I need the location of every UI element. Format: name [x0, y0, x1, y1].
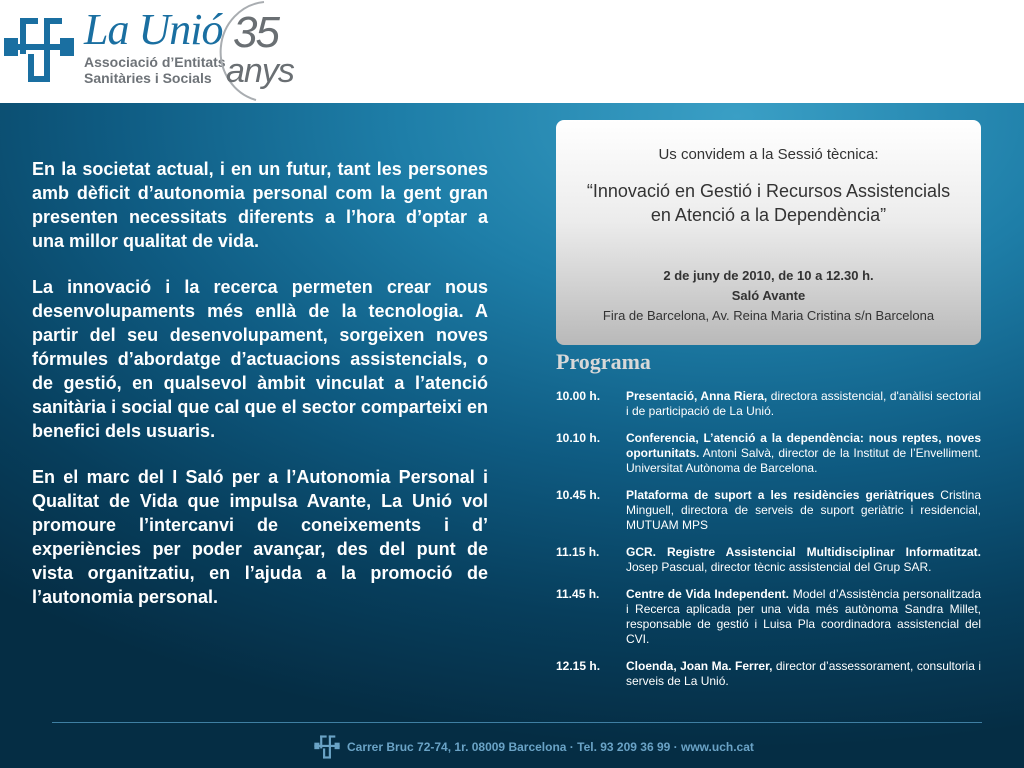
- footer-contact: Carrer Bruc 72-74, 1r. 08009 Barcelona · Tel. 93 209 36 99 · www.uch.cat: [347, 740, 754, 754]
- logo-subtitle: [84, 54, 226, 86]
- logo-subtitle-line2: Sanitàries i Socials: [84, 70, 212, 86]
- agenda-title: Conferencia, L’atenció a la dependència: nous reptes, noves oportunitats.: [626, 431, 981, 460]
- agenda-item: [556, 431, 981, 476]
- header: [0, 0, 1024, 103]
- agenda-description: [626, 545, 981, 575]
- logo-subtitle-line1: Associació d’Entitats: [84, 54, 226, 70]
- session-address: Fira de Barcelona, Av. Reina Maria Cristina s/n Barcelona: [602, 308, 935, 323]
- agenda-time: 11.15 h.: [556, 545, 600, 559]
- anniversary-number: 35: [233, 8, 278, 57]
- agenda-item: [556, 545, 981, 575]
- agenda-time: 12.15 h.: [556, 659, 601, 673]
- footer-divider: [52, 722, 982, 723]
- agenda-title: Plataforma de suport a les residències geriàtriques: [626, 488, 935, 502]
- agenda-description: [626, 389, 981, 419]
- agenda-description: [626, 659, 981, 689]
- invitation-intro: Us convidem a la Sessió tècnica:: [658, 146, 879, 163]
- agenda-item: [556, 659, 981, 689]
- agenda-detail: Josep Pascual, director tècnic assistencial del Grup SAR.: [626, 560, 932, 574]
- agenda-title: Centre de Vida Independent.: [626, 587, 790, 601]
- agenda-description: [626, 587, 981, 647]
- agenda-title: Cloenda, Joan Ma. Ferrer,: [626, 659, 773, 673]
- logo-name: La Unió: [84, 5, 223, 54]
- agenda-list: [556, 389, 981, 701]
- agenda-time: 10.00 h.: [556, 389, 601, 403]
- agenda-detail: Model d’Assistència personalitzada i Recerca aplicada per una vida més autònoma Sandra Millet, responsable de gestió i Luisa Pla coordinadora assistencial del CVI.: [626, 587, 981, 646]
- invitation-box: [556, 120, 981, 345]
- agenda-description: [626, 431, 981, 476]
- agenda-description: [626, 488, 981, 533]
- session-date: 2 de juny de 2010, de 10 a 12.30 h.: [663, 268, 874, 283]
- session-venue: Saló Avante: [731, 288, 806, 303]
- agenda-time: 10.10 h.: [556, 431, 601, 445]
- session-title: “Innovació en Gestió i Recursos Assistencials en Atenció a la Dependència”: [586, 181, 951, 225]
- programa-heading: Programa: [556, 349, 651, 374]
- agenda-time: 11.45 h.: [556, 587, 600, 601]
- agenda-detail: Antoni Salvà, director de la Institut de l’Envelliment. Universitat Autònoma de Barcelona.: [626, 446, 981, 475]
- agenda-detail: Cristina Minguell, directora de serveis de suport geriàtric i residencial, MUTUAM MPS: [626, 488, 981, 532]
- intro-paragraph: En la societat actual, i en un futur, tant les persones amb dèficit d’autonomia personal com la gent gran presenten necessitats diferents a l’hora d’optar a una millor qualitat de vida.: [32, 159, 488, 251]
- agenda-detail: director d’assessorament, consultoria i serveis de La Unió.: [626, 659, 982, 688]
- agenda-title: GCR. Registre Assistencial Multidisciplinar Informatitzat.: [626, 545, 981, 559]
- anniversary-word: anys: [226, 52, 294, 90]
- intro-text: [32, 157, 488, 631]
- agenda-title: Presentació, Anna Riera,: [626, 389, 768, 403]
- agenda-item: [556, 587, 981, 647]
- intro-paragraph: En el marc del I Saló per a l’Autonomia Personal i Qualitat de Vida que impulsa Avante, La Unió vol promoure l’intercanvi de coneixements i d’ experiències per poder avançar, des del punt de vista organitzatiu, en l’ajuda a la promoció de l’autonomia personal.: [32, 467, 488, 607]
- intro-paragraph: La innovació i la recerca permeten crear nous desenvolupaments més enllà de la tecnologia. A partir del seu desenvolupament, sorgeixen noves fórmules d’abordatge d’actuacions assistencials, o de gestió, en qualsevol àmbit vinculat a l’atenció sanitària i social que cal que el sector comparteixi en benefici dels usuaris.: [32, 277, 488, 441]
- agenda-item: [556, 389, 981, 419]
- agenda-item: [556, 488, 981, 533]
- agenda-detail: directora assistencial, d'anàlisi sectorial i de participació de La Unió.: [626, 389, 981, 418]
- footer-logo-icon: [314, 734, 340, 760]
- la-unio-logo-icon: [4, 14, 74, 86]
- agenda-time: 10.45 h.: [556, 488, 601, 502]
